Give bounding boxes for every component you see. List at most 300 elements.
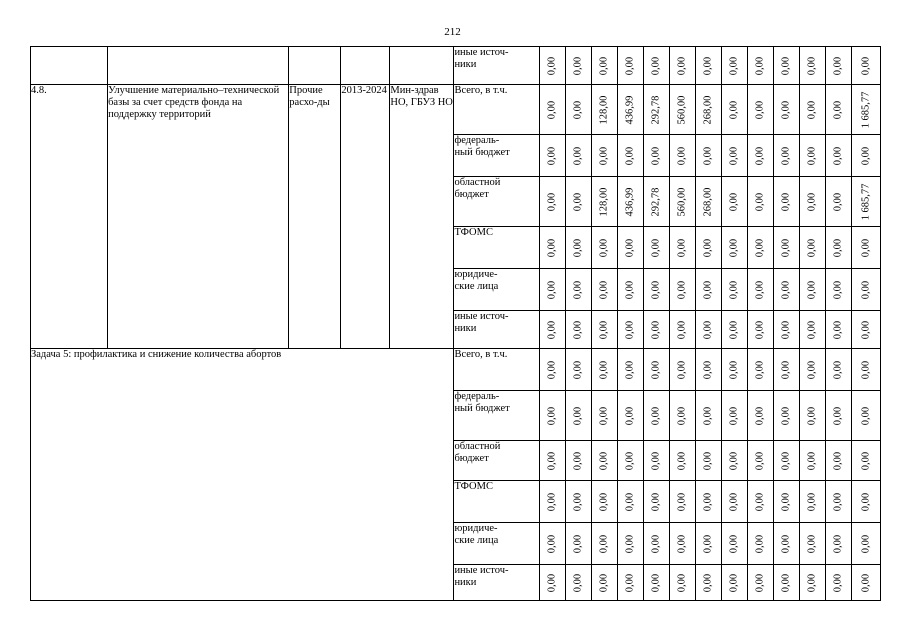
value-cell bbox=[669, 565, 695, 601]
value-text: 0,00 bbox=[572, 534, 584, 553]
value-text: 0,00 bbox=[806, 406, 818, 425]
value-cell bbox=[565, 135, 591, 177]
value-text: 0,00 bbox=[598, 492, 610, 511]
funding-source-cell: иные источ- ники bbox=[454, 565, 539, 601]
value-cell bbox=[721, 311, 747, 349]
value-cell bbox=[565, 349, 591, 391]
value-cell bbox=[643, 349, 669, 391]
value-text: 0,00 bbox=[624, 238, 636, 257]
value-cell bbox=[773, 47, 799, 85]
value-text: 0,00 bbox=[702, 238, 714, 257]
value-text: 0,00 bbox=[780, 573, 792, 592]
value-text: 0,00 bbox=[860, 360, 872, 379]
value-text: 0,00 bbox=[624, 534, 636, 553]
value-cell bbox=[565, 391, 591, 441]
value-text: 0,00 bbox=[754, 192, 766, 211]
value-cell bbox=[851, 135, 880, 177]
value-text: 0,00 bbox=[572, 146, 584, 165]
value-cell bbox=[539, 523, 565, 565]
value-text: 0,00 bbox=[676, 56, 688, 75]
value-text: 0,00 bbox=[832, 100, 844, 119]
table-row bbox=[31, 349, 881, 391]
value-cell bbox=[669, 85, 695, 135]
value-text: 0,00 bbox=[780, 360, 792, 379]
value-text: 0,00 bbox=[780, 56, 792, 75]
value-cell bbox=[565, 177, 591, 227]
value-text: 0,00 bbox=[728, 492, 740, 511]
value-cell bbox=[773, 135, 799, 177]
value-cell bbox=[721, 269, 747, 311]
value-text: 0,00 bbox=[780, 492, 792, 511]
value-cell bbox=[747, 177, 773, 227]
value-cell bbox=[591, 47, 617, 85]
value-cell bbox=[695, 85, 721, 135]
value-text: 436,99 bbox=[624, 187, 636, 216]
value-text: 0,00 bbox=[754, 146, 766, 165]
value-cell bbox=[695, 227, 721, 269]
value-cell bbox=[669, 391, 695, 441]
item-number-cell: 4.8. bbox=[31, 85, 108, 349]
value-cell bbox=[643, 269, 669, 311]
value-text: 0,00 bbox=[598, 534, 610, 553]
value-cell bbox=[825, 441, 851, 481]
value-text: 292,78 bbox=[650, 95, 662, 124]
value-text: 0,00 bbox=[832, 360, 844, 379]
value-text: 0,00 bbox=[754, 534, 766, 553]
value-text: 0,00 bbox=[806, 451, 818, 470]
value-text: 0,00 bbox=[832, 238, 844, 257]
value-text: 0,00 bbox=[624, 492, 636, 511]
value-text: 0,00 bbox=[806, 100, 818, 119]
value-text: 268,00 bbox=[702, 95, 714, 124]
value-cell bbox=[591, 523, 617, 565]
value-cell bbox=[825, 565, 851, 601]
value-cell bbox=[851, 349, 880, 391]
value-cell bbox=[721, 85, 747, 135]
value-text: 0,00 bbox=[832, 573, 844, 592]
value-text: 0,00 bbox=[650, 238, 662, 257]
value-cell bbox=[799, 481, 825, 523]
value-text: 0,00 bbox=[676, 451, 688, 470]
value-text: 0,00 bbox=[832, 406, 844, 425]
value-cell bbox=[799, 523, 825, 565]
value-text: 0,00 bbox=[806, 280, 818, 299]
value-cell bbox=[773, 441, 799, 481]
value-cell bbox=[591, 85, 617, 135]
value-cell bbox=[799, 269, 825, 311]
value-text: 0,00 bbox=[806, 238, 818, 257]
value-cell bbox=[773, 481, 799, 523]
value-cell bbox=[643, 135, 669, 177]
funding-source-cell: областной бюджет bbox=[454, 177, 539, 227]
value-cell bbox=[773, 311, 799, 349]
value-text: 0,00 bbox=[728, 238, 740, 257]
funding-source-cell: юридиче- ские лица bbox=[454, 269, 539, 311]
value-cell bbox=[721, 391, 747, 441]
value-cell bbox=[851, 311, 880, 349]
value-text: 0,00 bbox=[780, 100, 792, 119]
value-text: 0,00 bbox=[650, 573, 662, 592]
value-text: 128,00 bbox=[598, 187, 610, 216]
value-cell bbox=[617, 349, 643, 391]
value-cell bbox=[643, 47, 669, 85]
value-text: 0,00 bbox=[598, 146, 610, 165]
value-text: 0,00 bbox=[572, 406, 584, 425]
value-text: 0,00 bbox=[832, 534, 844, 553]
value-cell bbox=[851, 177, 880, 227]
value-cell bbox=[825, 523, 851, 565]
value-cell bbox=[721, 135, 747, 177]
value-text: 0,00 bbox=[806, 56, 818, 75]
value-cell bbox=[721, 47, 747, 85]
value-text: 0,00 bbox=[624, 406, 636, 425]
value-text: 0,00 bbox=[598, 573, 610, 592]
empty-cell bbox=[289, 47, 341, 85]
value-text: 0,00 bbox=[806, 192, 818, 211]
value-text: 560,00 bbox=[676, 187, 688, 216]
value-text: 0,00 bbox=[624, 56, 636, 75]
value-cell bbox=[565, 269, 591, 311]
value-cell bbox=[799, 47, 825, 85]
empty-cell bbox=[341, 47, 390, 85]
value-cell bbox=[851, 441, 880, 481]
value-cell bbox=[799, 227, 825, 269]
value-cell bbox=[773, 523, 799, 565]
value-cell bbox=[565, 441, 591, 481]
value-cell bbox=[539, 269, 565, 311]
value-text: 0,00 bbox=[702, 534, 714, 553]
value-cell bbox=[617, 47, 643, 85]
value-text: 0,00 bbox=[624, 573, 636, 592]
value-text: 0,00 bbox=[728, 406, 740, 425]
value-cell bbox=[825, 481, 851, 523]
value-text: 0,00 bbox=[572, 492, 584, 511]
value-text: 0,00 bbox=[754, 280, 766, 299]
value-cell bbox=[669, 523, 695, 565]
value-text: 0,00 bbox=[780, 192, 792, 211]
value-cell bbox=[747, 349, 773, 391]
value-cell bbox=[747, 523, 773, 565]
value-cell bbox=[747, 269, 773, 311]
value-cell bbox=[799, 349, 825, 391]
value-text: 0,00 bbox=[806, 320, 818, 339]
value-cell bbox=[721, 523, 747, 565]
value-text: 0,00 bbox=[754, 100, 766, 119]
value-cell bbox=[565, 47, 591, 85]
value-text: 0,00 bbox=[754, 238, 766, 257]
value-cell bbox=[539, 565, 565, 601]
value-text: 0,00 bbox=[780, 320, 792, 339]
empty-cell bbox=[390, 47, 454, 85]
value-cell bbox=[617, 227, 643, 269]
value-cell bbox=[695, 47, 721, 85]
value-text: 0,00 bbox=[624, 360, 636, 379]
value-cell bbox=[799, 177, 825, 227]
value-cell bbox=[695, 177, 721, 227]
value-text: 0,00 bbox=[546, 406, 558, 425]
value-cell bbox=[825, 349, 851, 391]
value-text: 0,00 bbox=[546, 360, 558, 379]
value-text: 0,00 bbox=[676, 492, 688, 511]
value-text: 0,00 bbox=[598, 406, 610, 425]
empty-cell bbox=[108, 47, 289, 85]
value-cell bbox=[539, 391, 565, 441]
value-text: 0,00 bbox=[572, 56, 584, 75]
value-text: 0,00 bbox=[676, 360, 688, 379]
value-text: 0,00 bbox=[546, 146, 558, 165]
value-cell bbox=[773, 349, 799, 391]
value-cell bbox=[539, 481, 565, 523]
value-cell bbox=[773, 177, 799, 227]
value-cell bbox=[643, 311, 669, 349]
value-cell bbox=[747, 311, 773, 349]
value-cell bbox=[773, 269, 799, 311]
value-text: 0,00 bbox=[572, 320, 584, 339]
funding-source-cell: федераль- ный бюджет bbox=[454, 391, 539, 441]
value-text: 436,99 bbox=[624, 95, 636, 124]
value-text: 0,00 bbox=[650, 406, 662, 425]
value-text: 0,00 bbox=[650, 360, 662, 379]
value-cell bbox=[825, 47, 851, 85]
value-text: 0,00 bbox=[650, 280, 662, 299]
value-text: 0,00 bbox=[806, 146, 818, 165]
value-text: 0,00 bbox=[546, 56, 558, 75]
value-text: 0,00 bbox=[598, 280, 610, 299]
value-text: 0,00 bbox=[780, 406, 792, 425]
value-text: 0,00 bbox=[572, 238, 584, 257]
value-text: 0,00 bbox=[572, 360, 584, 379]
value-cell bbox=[591, 441, 617, 481]
value-text: 0,00 bbox=[860, 492, 872, 511]
value-text: 0,00 bbox=[624, 320, 636, 339]
table-body bbox=[31, 47, 881, 601]
value-cell bbox=[539, 227, 565, 269]
value-text: 0,00 bbox=[572, 573, 584, 592]
value-cell bbox=[695, 311, 721, 349]
value-cell bbox=[591, 311, 617, 349]
value-text: 0,00 bbox=[806, 534, 818, 553]
value-cell bbox=[695, 135, 721, 177]
value-text: 0,00 bbox=[728, 573, 740, 592]
value-text: 0,00 bbox=[780, 238, 792, 257]
value-text: 0,00 bbox=[728, 280, 740, 299]
value-text: 0,00 bbox=[860, 320, 872, 339]
value-cell bbox=[617, 565, 643, 601]
value-cell bbox=[851, 227, 880, 269]
value-cell bbox=[721, 441, 747, 481]
value-cell bbox=[617, 481, 643, 523]
value-cell bbox=[695, 565, 721, 601]
funding-source-cell: иные источ- ники bbox=[454, 311, 539, 349]
value-text: 0,00 bbox=[546, 238, 558, 257]
value-text: 0,00 bbox=[780, 146, 792, 165]
value-text: 0,00 bbox=[832, 280, 844, 299]
value-text: 0,00 bbox=[650, 146, 662, 165]
value-cell bbox=[669, 177, 695, 227]
value-text: 0,00 bbox=[832, 320, 844, 339]
value-text: 0,00 bbox=[860, 56, 872, 75]
value-cell bbox=[617, 441, 643, 481]
value-cell bbox=[721, 349, 747, 391]
value-cell bbox=[643, 85, 669, 135]
value-cell bbox=[617, 135, 643, 177]
item-name-cell: Улучшение материально–технической базы за счет средств фонда на поддержку территорий bbox=[108, 85, 289, 349]
value-cell bbox=[591, 565, 617, 601]
value-text: 0,00 bbox=[676, 238, 688, 257]
value-text: 0,00 bbox=[702, 146, 714, 165]
value-text: 0,00 bbox=[860, 573, 872, 592]
value-text: 1 685,77 bbox=[860, 91, 872, 128]
value-cell bbox=[643, 523, 669, 565]
value-text: 0,00 bbox=[702, 56, 714, 75]
value-cell bbox=[539, 441, 565, 481]
value-cell bbox=[591, 269, 617, 311]
value-cell bbox=[695, 481, 721, 523]
value-text: 0,00 bbox=[728, 534, 740, 553]
value-text: 0,00 bbox=[860, 534, 872, 553]
value-text: 0,00 bbox=[860, 238, 872, 257]
value-text: 0,00 bbox=[728, 320, 740, 339]
value-text: 0,00 bbox=[860, 451, 872, 470]
value-cell bbox=[747, 227, 773, 269]
value-text: 0,00 bbox=[832, 192, 844, 211]
table-row bbox=[31, 47, 881, 85]
value-cell bbox=[591, 227, 617, 269]
value-cell bbox=[747, 85, 773, 135]
value-cell bbox=[721, 565, 747, 601]
value-cell bbox=[591, 481, 617, 523]
value-text: 1 685,77 bbox=[860, 183, 872, 220]
funding-source-cell: Всего, в т.ч. bbox=[454, 85, 539, 135]
value-cell bbox=[643, 391, 669, 441]
value-cell bbox=[539, 135, 565, 177]
table-row bbox=[31, 85, 881, 135]
value-cell bbox=[565, 85, 591, 135]
value-cell bbox=[695, 269, 721, 311]
value-cell bbox=[825, 227, 851, 269]
value-text: 0,00 bbox=[728, 56, 740, 75]
value-text: 128,00 bbox=[598, 95, 610, 124]
value-text: 0,00 bbox=[546, 100, 558, 119]
funding-source-cell: Всего, в т.ч. bbox=[454, 349, 539, 391]
value-cell bbox=[669, 311, 695, 349]
value-text: 0,00 bbox=[832, 492, 844, 511]
value-text: 0,00 bbox=[624, 280, 636, 299]
value-cell bbox=[747, 441, 773, 481]
funding-source-cell: юридиче- ские лица bbox=[454, 523, 539, 565]
value-text: 0,00 bbox=[598, 56, 610, 75]
funding-source-cell: федераль- ный бюджет bbox=[454, 135, 539, 177]
value-cell bbox=[643, 481, 669, 523]
value-text: 0,00 bbox=[650, 56, 662, 75]
value-cell bbox=[747, 47, 773, 85]
value-text: 0,00 bbox=[754, 320, 766, 339]
value-cell bbox=[669, 441, 695, 481]
value-text: 0,00 bbox=[728, 100, 740, 119]
value-cell bbox=[825, 311, 851, 349]
value-text: 0,00 bbox=[806, 492, 818, 511]
value-text: 0,00 bbox=[702, 492, 714, 511]
value-cell bbox=[565, 481, 591, 523]
value-cell bbox=[643, 227, 669, 269]
value-cell bbox=[695, 391, 721, 441]
value-text: 0,00 bbox=[832, 146, 844, 165]
value-cell bbox=[825, 391, 851, 441]
value-cell bbox=[773, 391, 799, 441]
value-cell bbox=[669, 349, 695, 391]
value-text: 0,00 bbox=[650, 451, 662, 470]
value-cell bbox=[617, 391, 643, 441]
value-text: 0,00 bbox=[650, 534, 662, 553]
value-cell bbox=[617, 523, 643, 565]
funding-source-cell: ТФОМС bbox=[454, 227, 539, 269]
value-text: 0,00 bbox=[572, 280, 584, 299]
value-cell bbox=[617, 269, 643, 311]
value-cell bbox=[539, 311, 565, 349]
page-number: 212 bbox=[444, 26, 461, 38]
value-text: 0,00 bbox=[860, 280, 872, 299]
value-cell bbox=[539, 177, 565, 227]
value-text: 0,00 bbox=[572, 100, 584, 119]
value-cell bbox=[565, 523, 591, 565]
value-cell bbox=[669, 227, 695, 269]
value-text: 0,00 bbox=[546, 451, 558, 470]
value-cell bbox=[539, 85, 565, 135]
value-cell bbox=[851, 523, 880, 565]
value-text: 0,00 bbox=[728, 360, 740, 379]
value-text: 0,00 bbox=[546, 320, 558, 339]
expense-type-cell: Прочие расхо-ды bbox=[289, 85, 341, 349]
funding-source-cell: ТФОМС bbox=[454, 481, 539, 523]
value-text: 0,00 bbox=[754, 56, 766, 75]
value-cell bbox=[799, 85, 825, 135]
funding-table bbox=[30, 46, 881, 601]
value-cell bbox=[565, 565, 591, 601]
value-text: 0,00 bbox=[728, 192, 740, 211]
value-cell bbox=[591, 135, 617, 177]
value-text: 292,78 bbox=[650, 187, 662, 216]
value-cell bbox=[591, 391, 617, 441]
value-cell bbox=[669, 269, 695, 311]
value-cell bbox=[851, 481, 880, 523]
value-text: 0,00 bbox=[650, 320, 662, 339]
value-text: 0,00 bbox=[780, 451, 792, 470]
value-text: 0,00 bbox=[546, 573, 558, 592]
value-cell bbox=[799, 391, 825, 441]
value-cell bbox=[617, 311, 643, 349]
value-text: 0,00 bbox=[860, 146, 872, 165]
value-text: 0,00 bbox=[676, 406, 688, 425]
value-text: 0,00 bbox=[754, 360, 766, 379]
value-text: 0,00 bbox=[546, 492, 558, 511]
period-cell: 2013-2024 bbox=[341, 85, 390, 349]
value-text: 0,00 bbox=[754, 573, 766, 592]
value-cell bbox=[695, 441, 721, 481]
value-text: 0,00 bbox=[546, 280, 558, 299]
value-cell bbox=[591, 177, 617, 227]
value-text: 0,00 bbox=[624, 451, 636, 470]
value-cell bbox=[747, 481, 773, 523]
value-text: 0,00 bbox=[702, 360, 714, 379]
value-cell bbox=[643, 177, 669, 227]
value-text: 0,00 bbox=[728, 146, 740, 165]
value-cell bbox=[851, 391, 880, 441]
value-cell bbox=[799, 565, 825, 601]
value-text: 0,00 bbox=[572, 451, 584, 470]
value-cell bbox=[565, 227, 591, 269]
value-cell bbox=[565, 311, 591, 349]
value-cell bbox=[773, 227, 799, 269]
